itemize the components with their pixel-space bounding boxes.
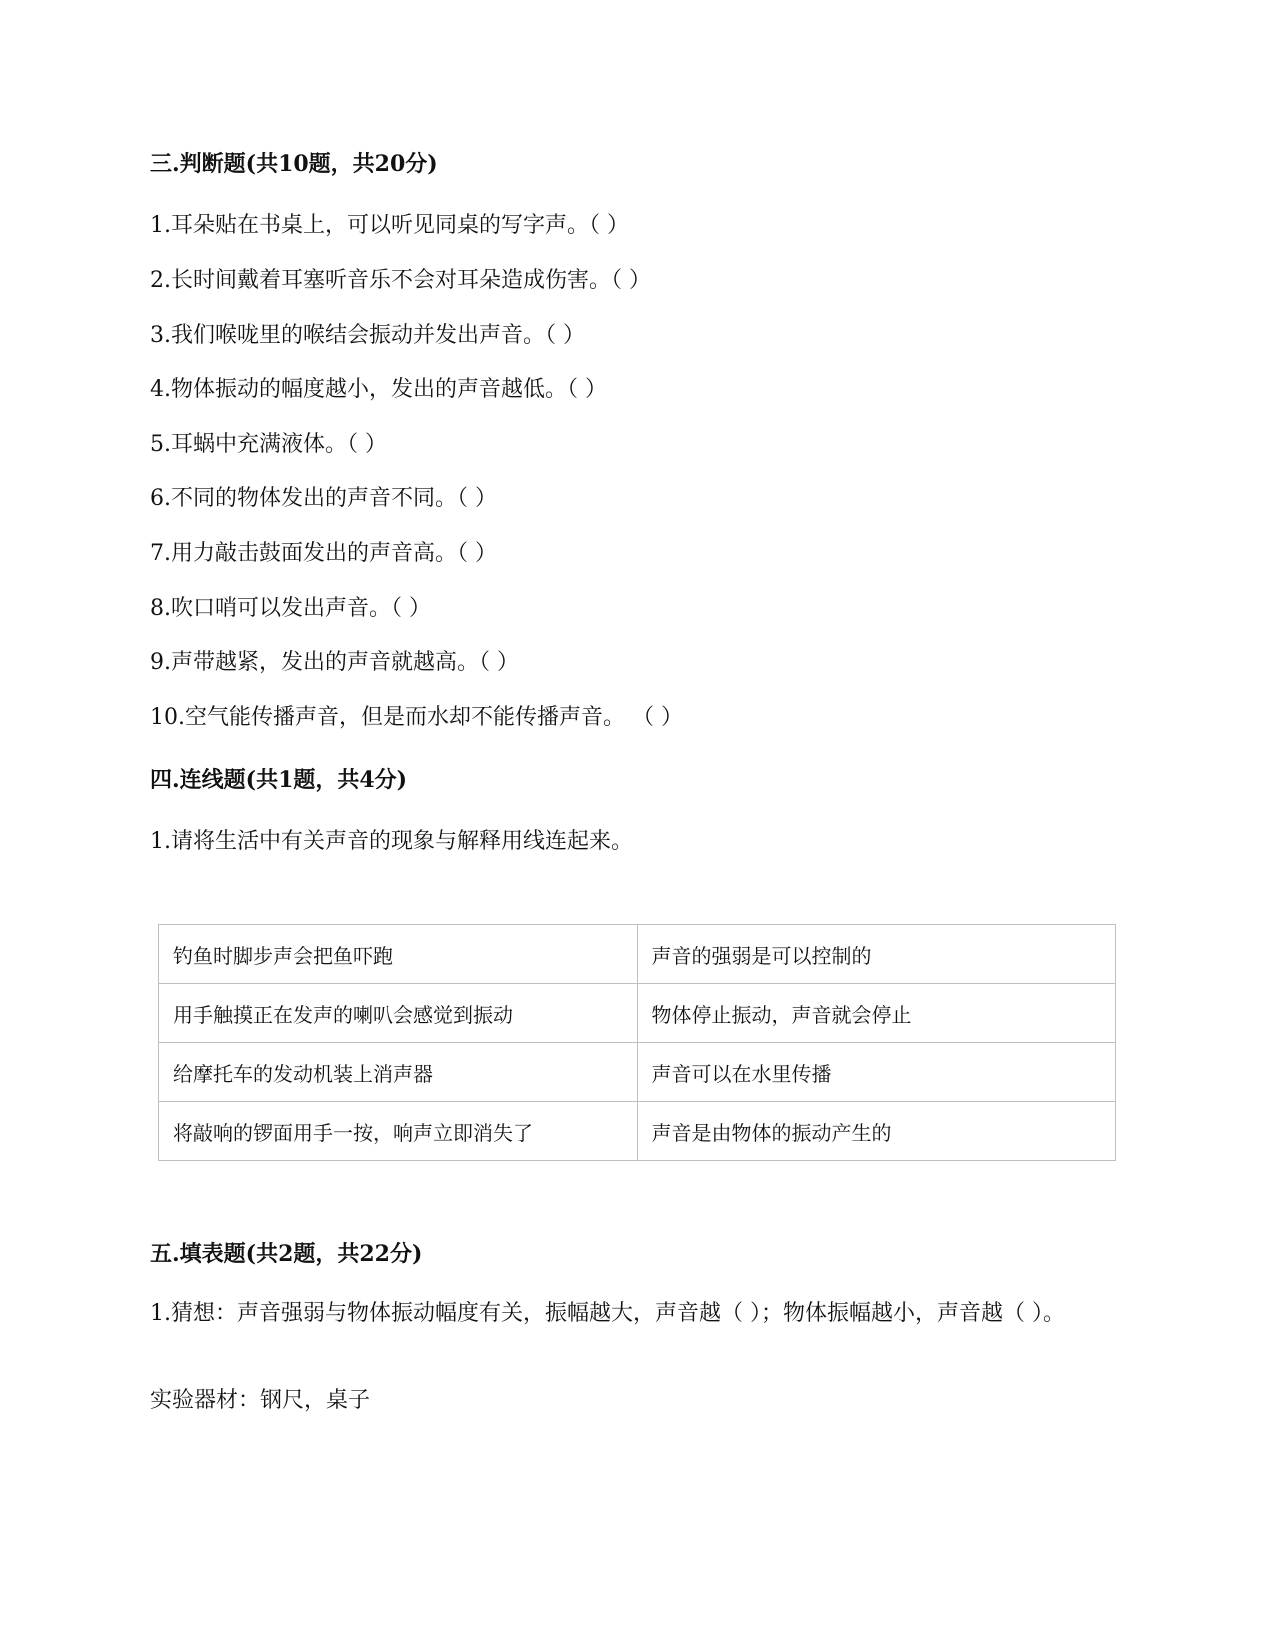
fill-table-question-1: 1.猜想：声音强弱与物体振动幅度有关，振幅越大，声音越（ ）；物体振幅越小，声音越（ ）。: [150, 1301, 1065, 1326]
phenomenon-cell: 钓鱼时脚步声会把鱼吓跑: [159, 925, 638, 984]
matching-question-1: 1.请将生活中有关声音的现象与解释用线连起来。: [150, 829, 633, 854]
experiment-materials: 实验器材：钢尺，桌子: [150, 1388, 371, 1413]
phenomenon-cell: 给摩托车的发动机装上消声器: [159, 1043, 638, 1102]
judgment-question-3: 3.我们喉咙里的喉结会振动并发出声音。（ ）: [150, 323, 585, 348]
judgment-question-10: 10.空气能传播声音，但是而水却不能传播声音。 （ ）: [150, 705, 683, 730]
judgment-question-1: 1.耳朵贴在书桌上，可以听见同桌的写字声。（ ）: [150, 213, 629, 238]
judgment-question-2: 2.长时间戴着耳塞听音乐不会对耳朵造成伤害。（ ）: [150, 268, 651, 293]
table-row: [159, 1043, 1116, 1102]
table-row: [159, 1102, 1116, 1161]
phenomenon-cell: 用手触摸正在发声的喇叭会感觉到振动: [159, 984, 638, 1043]
table-row: [159, 925, 1116, 984]
explanation-cell: 声音是由物体的振动产生的: [637, 1102, 1116, 1161]
judgment-question-7: 7.用力敲击鼓面发出的声音高。（ ）: [150, 541, 497, 566]
section-5-title: 五.填表题(共2题，共22分): [150, 1241, 423, 1267]
matching-table: [158, 924, 1116, 1161]
explanation-cell: 声音可以在水里传播: [637, 1043, 1116, 1102]
judgment-question-8: 8.吹口哨可以发出声音。（ ）: [150, 596, 431, 621]
section-3-title: 三.判断题(共10题，共20分): [150, 151, 438, 177]
judgment-question-6: 6.不同的物体发出的声音不同。（ ）: [150, 486, 497, 511]
judgment-question-4: 4.物体振动的幅度越小，发出的声音越低。（ ）: [150, 377, 607, 402]
table-row: [159, 984, 1116, 1043]
explanation-cell: 声音的强弱是可以控制的: [637, 925, 1116, 984]
explanation-cell: 物体停止振动，声音就会停止: [637, 984, 1116, 1043]
section-4-title: 四.连线题(共1题，共4分): [150, 767, 408, 793]
judgment-question-9: 9.声带越紧，发出的声音就越高。（ ）: [150, 650, 519, 675]
judgment-question-5: 5.耳蜗中充满液体。（ ）: [150, 432, 387, 457]
phenomenon-cell: 将敲响的锣面用手一按，响声立即消失了: [159, 1102, 638, 1161]
